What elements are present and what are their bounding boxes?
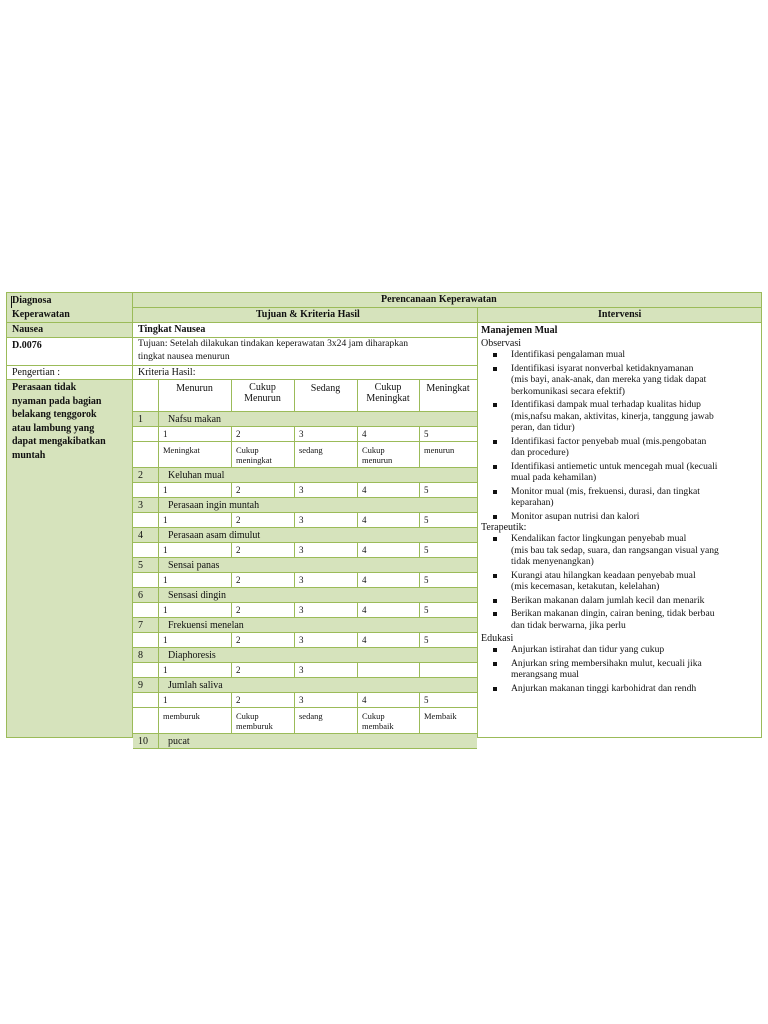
grid-col-divider: [419, 483, 420, 498]
score-value: 2: [236, 515, 241, 525]
grid-col-divider: [294, 513, 295, 528]
terapeutik-item: Berikan makanan dalam jumlah kecil dan menarik: [511, 594, 705, 606]
terapeutik-item: Berikan makanan dingin, cairan bening, tidak berbau: [511, 608, 715, 619]
edukasi-item: Anjurkan istirahat dan tidur yang cukup: [511, 644, 665, 655]
criteria-number: 10: [138, 736, 148, 747]
header-keperawatan: Keperawatan: [12, 309, 70, 320]
observasi-item: mual pada kehamilan): [511, 472, 597, 483]
score-value: 4: [362, 635, 367, 645]
score-value: 2: [236, 605, 241, 615]
score-value: 4: [362, 695, 367, 705]
outcome-title: Tingkat Nausea: [138, 324, 206, 335]
grid-col-divider: [357, 483, 358, 498]
score-value: 1: [163, 545, 168, 555]
bullet-icon: [493, 403, 497, 407]
diagnosis-nausea: Nausea: [12, 324, 44, 335]
criteria-score-row: [133, 573, 477, 588]
criteria-label: Kriteria Hasil:: [138, 367, 196, 378]
criteria-number: 1: [138, 414, 143, 425]
score-value: 5: [424, 695, 429, 705]
divider-left: [132, 293, 133, 737]
criteria-score-row: [133, 513, 477, 528]
score-value: 2: [236, 545, 241, 555]
terapeutik-item: (mis bau tak sedap, suara, dan rangsangan visual yang: [511, 544, 719, 556]
criteria-score-row: [133, 633, 477, 648]
grid-col-divider: [158, 528, 159, 543]
grid-col-divider: [419, 427, 420, 442]
score-description: sedang: [299, 445, 323, 455]
criteria-score-row: [133, 603, 477, 618]
score-value: 2: [236, 485, 241, 495]
section-terapeutik: Terapeutik:: [481, 522, 527, 533]
score-description: memburuk: [163, 711, 200, 721]
criteria-label: Keluhan mual: [168, 470, 225, 481]
edukasi-item: Anjurkan makanan tinggi karbohidrat dan rendh: [511, 682, 697, 694]
scale-header-label: Menurun: [244, 393, 281, 404]
score-value: 5: [424, 515, 429, 525]
bullet-icon: [493, 440, 497, 444]
criteria-number: 5: [138, 560, 143, 571]
score-value: 2: [236, 429, 241, 439]
grid-col-divider: [158, 442, 159, 468]
grid-col-divider: [357, 442, 358, 468]
pengertian-line: muntah: [12, 449, 46, 461]
grid-col-divider: [231, 442, 232, 468]
criteria-label: Perasaan ingin muntah: [168, 500, 260, 511]
edukasi-item: Anjurkan sring membersihakn mulut, kecuali jika: [511, 657, 702, 669]
grid-col-divider: [231, 543, 232, 558]
grid-col-divider: [158, 678, 159, 693]
grid-col-divider: [294, 663, 295, 678]
criteria-label: pucat: [168, 736, 190, 747]
score-value: 3: [299, 635, 304, 645]
score-description: Cukup: [362, 445, 385, 455]
grid-col-divider: [419, 543, 420, 558]
score-value: 3: [299, 695, 304, 705]
criteria-score-row: [133, 663, 477, 678]
scale-header-label: Meningkat: [426, 383, 470, 394]
criteria-number: 4: [138, 530, 143, 541]
observasi-item: (mis,nafsu makan, aktivitas, kinerja, tanggung jawab: [511, 410, 714, 422]
bullet-icon: [493, 599, 497, 603]
score-description: Membaik: [424, 711, 457, 721]
terapeutik-item: Kendalikan factor lingkungan penyebab mual: [511, 533, 687, 544]
observasi-item: dan procedure): [511, 447, 569, 458]
criteria-item-row: [133, 678, 477, 693]
grid-col-divider: [357, 633, 358, 648]
divider-middle: [477, 308, 478, 737]
criteria-desc-row: [133, 708, 477, 734]
bullet-icon: [493, 353, 497, 357]
criteria-item-row: [133, 412, 477, 427]
grid-col-divider: [231, 573, 232, 588]
grid-col-divider: [158, 693, 159, 708]
grid-col-divider: [294, 483, 295, 498]
grid-col-divider: [158, 648, 159, 663]
pengertian-line: nyaman pada bagian: [12, 395, 102, 407]
score-description: menurun: [362, 455, 393, 465]
pengertian-description: [12, 381, 132, 462]
criteria-number: 2: [138, 470, 143, 481]
score-value: 4: [362, 515, 367, 525]
grid-col-divider: [231, 513, 232, 528]
header-diagnosa: Diagnosa: [12, 295, 52, 306]
score-description: Cukup: [236, 711, 259, 721]
observasi-item: Identifikasi dampak mual terhadap kualitas hidup: [511, 399, 701, 410]
score-value: 4: [362, 429, 367, 439]
score-description: sedang: [299, 711, 323, 721]
score-value: 1: [163, 515, 168, 525]
score-value: 2: [236, 635, 241, 645]
bullet-icon: [493, 490, 497, 494]
score-value: 5: [424, 575, 429, 585]
grid-col-divider: [231, 663, 232, 678]
observasi-item: (mis bayi, anak-anak, dan mereka yang tidak dapat: [511, 374, 707, 385]
header-intervensi: Intervensi: [598, 309, 642, 320]
grid-col-divider: [158, 513, 159, 528]
score-description: memburuk: [236, 721, 273, 731]
observasi-item: peran, dan tidur): [511, 422, 575, 433]
criteria-grid: [133, 380, 477, 747]
bullet-icon: [493, 537, 497, 541]
care-plan-table: [6, 292, 762, 747]
grid-col-divider: [357, 603, 358, 618]
grid-col-divider: [294, 427, 295, 442]
grid-col-divider: [419, 663, 420, 678]
score-value: 3: [299, 485, 304, 495]
score-value: 5: [424, 485, 429, 495]
observasi-item: Identifikasi antiemetic untuk mencegah mual (kecuali: [511, 460, 718, 472]
header-tujuan-kriteria: Tujuan & Kriteria Hasil: [256, 309, 360, 320]
pengertian-label: Pengertian :: [12, 367, 61, 378]
section-edukasi: Edukasi: [481, 633, 514, 644]
score-value: 1: [163, 575, 168, 585]
observasi-item: keparahan): [511, 497, 554, 508]
scale-header-row: [133, 380, 477, 412]
grid-col-divider: [231, 427, 232, 442]
goal-line-1: Tujuan: Setelah dilakukan tindakan keperawatan 3x24 jam diharapkan: [138, 338, 409, 349]
pengertian-line: belakang tenggorok: [12, 409, 97, 420]
score-value: 1: [163, 429, 168, 439]
score-value: 4: [362, 605, 367, 615]
grid-col-divider: [419, 573, 420, 588]
criteria-number: 7: [138, 620, 143, 631]
grid-col-divider: [419, 603, 420, 618]
score-value: 3: [299, 545, 304, 555]
bullet-icon: [493, 515, 497, 519]
score-value: 4: [362, 545, 367, 555]
score-value: 5: [424, 605, 429, 615]
criteria-number: 9: [138, 680, 143, 691]
grid-col-divider: [231, 483, 232, 498]
goal-line-2: tingkat nausea menurun: [138, 351, 230, 362]
score-value: 5: [424, 545, 429, 555]
header-perencanaan: Perencanaan Keperawatan: [381, 294, 497, 305]
criteria-score-row: [133, 483, 477, 498]
criteria-score-row: [133, 693, 477, 708]
criteria-desc-row: [133, 442, 477, 468]
bullet-icon: [493, 367, 497, 371]
intervention-title: Manajemen Mual: [481, 325, 558, 336]
criteria-label: Perasaan asam dimulut: [168, 530, 261, 541]
grid-col-divider: [419, 708, 420, 734]
score-value: 5: [424, 635, 429, 645]
divider-header-1: [132, 307, 761, 308]
bullet-icon: [493, 612, 497, 616]
observasi-item: Identifikasi isyarat nonverbal ketidaknyamanan: [511, 362, 694, 374]
grid-col-divider: [158, 603, 159, 618]
grid-col-divider: [158, 427, 159, 442]
observasi-item: Monitor asupan nutrisi dan kalori: [511, 510, 640, 522]
grid-col-divider: [419, 693, 420, 708]
score-description: Cukup: [362, 711, 385, 721]
section-observasi: Observasi: [481, 338, 521, 349]
grid-col-divider: [158, 588, 159, 603]
grid-col-divider: [158, 734, 159, 749]
score-value: 5: [424, 429, 429, 439]
grid-col-divider: [231, 603, 232, 618]
score-description: Cukup: [236, 445, 259, 455]
grid-col-divider: [357, 663, 358, 678]
intervention-list: [478, 323, 761, 737]
score-value: 2: [236, 695, 241, 705]
observasi-item: Identifikasi factor penyebab mual (mis.pengobatan: [511, 435, 707, 447]
grid-col-divider: [158, 708, 159, 734]
grid-col-divider: [357, 543, 358, 558]
grid-col-divider: [357, 708, 358, 734]
criteria-score-row: [133, 427, 477, 442]
bullet-icon: [493, 662, 497, 666]
grid-col-divider: [294, 708, 295, 734]
score-description: Meningkat: [163, 445, 200, 455]
grid-col-divider: [419, 442, 420, 468]
criteria-item-row: [133, 588, 477, 603]
criteria-item-row: [133, 558, 477, 573]
criteria-item-row: [133, 734, 477, 749]
pengertian-line: atau lambung yang: [12, 422, 95, 434]
grid-col-divider: [231, 693, 232, 708]
grid-col-divider: [294, 442, 295, 468]
grid-col-divider: [158, 618, 159, 633]
observasi-item: Identifikasi pengalaman mual: [511, 349, 626, 360]
divider-row-nausea: [7, 337, 477, 338]
scale-header-label: Sedang: [310, 383, 341, 394]
grid-col-divider: [294, 693, 295, 708]
observasi-item: Monitor mual (mis, frekuensi, durasi, dan tingkat: [511, 485, 700, 497]
score-value: 1: [163, 665, 168, 675]
edukasi-item: merangsang mual: [511, 669, 579, 680]
bullet-icon: [493, 687, 497, 691]
grid-col-divider: [231, 708, 232, 734]
grid-col-divider: [158, 412, 159, 427]
grid-col-divider: [231, 633, 232, 648]
diagnosis-code: D.0076: [12, 340, 42, 351]
criteria-number: 8: [138, 650, 143, 661]
criteria-score-row: [133, 543, 477, 558]
grid-col-divider: [158, 573, 159, 588]
grid-col-divider: [357, 427, 358, 442]
score-value: 4: [362, 575, 367, 585]
scale-header-label: Meningkat: [366, 393, 410, 404]
bullet-icon: [493, 574, 497, 578]
terapeutik-item: (mis kecemasan, ketakutan, kelelahan): [511, 581, 660, 592]
terapeutik-item: dan tidak berwarna, jika perlu: [511, 619, 626, 631]
criteria-item-row: [133, 498, 477, 513]
score-value: 3: [299, 575, 304, 585]
score-description: meningkat: [236, 455, 272, 465]
criteria-label: Diaphoresis: [168, 650, 216, 661]
divider-row-code: [7, 365, 477, 366]
criteria-item-row: [133, 468, 477, 483]
score-value: 3: [299, 665, 304, 675]
terapeutik-item: Kurangi atau hilangkan keadaan penyebab mual: [511, 569, 696, 581]
score-value: 1: [163, 485, 168, 495]
score-description: menurun: [424, 445, 455, 455]
criteria-item-row: [133, 618, 477, 633]
score-value: 3: [299, 429, 304, 439]
scale-header-label: Menurun: [176, 383, 213, 394]
criteria-number: 6: [138, 590, 143, 601]
grid-col-divider: [158, 483, 159, 498]
criteria-label: Sensasi dingin: [168, 590, 227, 601]
score-value: 3: [299, 515, 304, 525]
grid-col-divider: [357, 513, 358, 528]
score-value: 2: [236, 665, 241, 675]
score-value: 1: [163, 635, 168, 645]
grid-col-divider: [158, 498, 159, 513]
grid-col-divider: [158, 633, 159, 648]
terapeutik-item: tidak menyenangkan): [511, 556, 594, 567]
grid-col-divider: [294, 633, 295, 648]
bullet-icon: [493, 465, 497, 469]
pengertian-line: Perasaan tidak: [12, 382, 77, 393]
criteria-label: Nafsu makan: [168, 414, 222, 425]
criteria-item-row: [133, 648, 477, 663]
grid-col-divider: [357, 573, 358, 588]
grid-col-divider: [158, 558, 159, 573]
grid-col-divider: [294, 603, 295, 618]
grid-col-divider: [158, 663, 159, 678]
grid-col-divider: [158, 468, 159, 483]
scale-header-label: Cukup: [249, 382, 276, 393]
criteria-number: 3: [138, 500, 143, 511]
grid-col-divider: [419, 633, 420, 648]
score-value: 3: [299, 605, 304, 615]
grid-col-divider: [294, 573, 295, 588]
scale-header-label: Cukup: [374, 382, 402, 393]
criteria-label: Jumlah saliva: [168, 680, 223, 691]
pengertian-line: dapat mengakibatkan: [12, 436, 106, 447]
score-value: 1: [163, 695, 168, 705]
criteria-item-row: [133, 528, 477, 543]
divider-row-pengertian: [7, 379, 477, 380]
criteria-label: Sensai panas: [168, 560, 220, 571]
grid-col-divider: [158, 543, 159, 558]
score-value: 1: [163, 605, 168, 615]
divider-header-2: [7, 322, 761, 323]
grid-col-divider: [294, 543, 295, 558]
score-description: membaik: [362, 721, 394, 731]
score-value: 2: [236, 575, 241, 585]
observasi-item: berkomunikasi secara efektif): [511, 385, 626, 397]
bullet-icon: [493, 648, 497, 652]
score-value: 4: [362, 485, 367, 495]
criteria-label: Frekuensi menelan: [168, 620, 244, 631]
grid-col-divider: [419, 513, 420, 528]
grid-col-divider: [357, 693, 358, 708]
